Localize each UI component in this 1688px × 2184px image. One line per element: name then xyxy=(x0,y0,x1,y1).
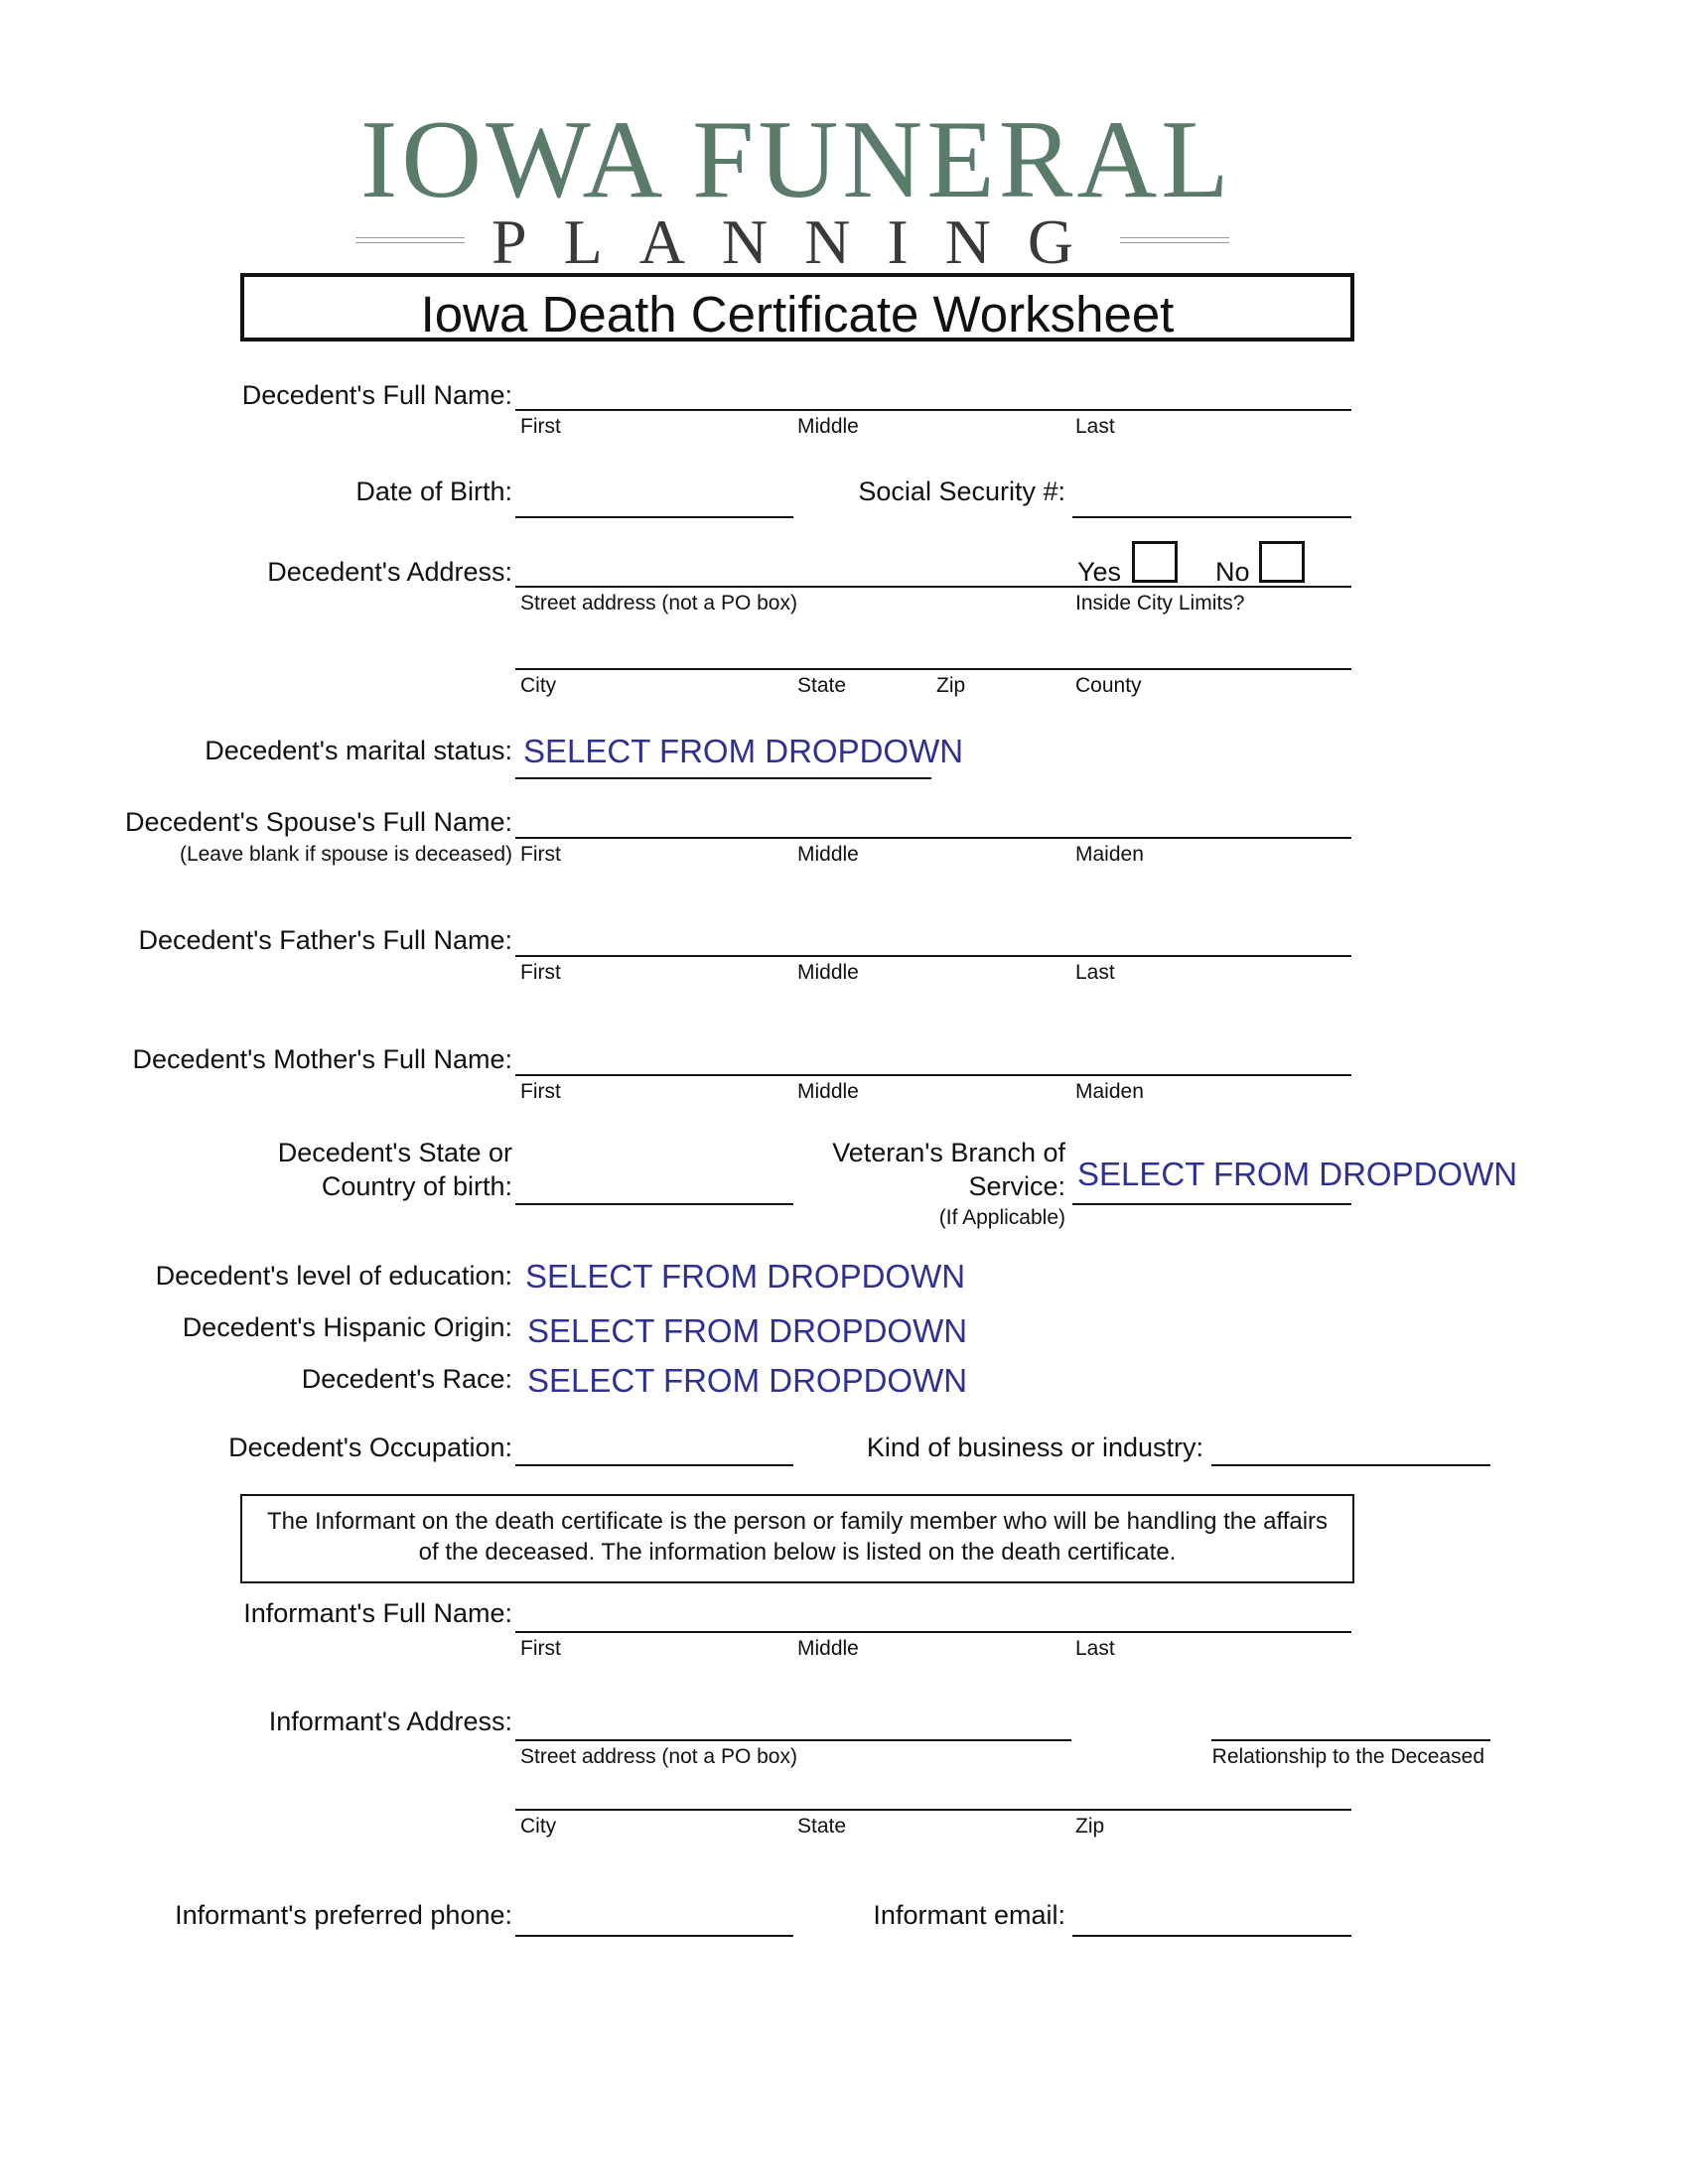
city-limits-no-label: No xyxy=(1215,557,1250,587)
spouse-first-hint: First xyxy=(520,843,561,866)
decedent-middle-hint: Middle xyxy=(797,415,859,438)
mother-maiden-hint: Maiden xyxy=(1075,1080,1144,1103)
decedent-city-state-zip-field[interactable] xyxy=(515,668,1351,670)
informant-email-field[interactable] xyxy=(1072,1935,1351,1937)
brand-rule-left xyxy=(355,237,465,243)
father-first-hint: First xyxy=(520,961,561,984)
street-address-hint: Street address (not a PO box) xyxy=(520,592,797,614)
info-box-line2: of the deceased. The information below is listed on the death certificate. xyxy=(418,1539,1177,1566)
dob-label: Date of Birth: xyxy=(355,477,512,506)
city-limits-no-checkbox[interactable] xyxy=(1259,541,1305,583)
decedent-first-hint: First xyxy=(520,415,561,438)
informant-phone-field[interactable] xyxy=(515,1935,793,1937)
spouse-note: (Leave blank if spouse is deceased) xyxy=(179,843,512,866)
spouse-middle-hint: Middle xyxy=(797,843,859,866)
spouse-name-field[interactable] xyxy=(515,837,1351,839)
city-limits-hint: Inside City Limits? xyxy=(1075,592,1245,614)
relationship-hint: Relationship to the Deceased xyxy=(1211,1745,1484,1768)
ssn-field[interactable] xyxy=(1072,516,1351,518)
city-limits-yes-label: Yes xyxy=(1077,557,1122,587)
brand-title: IOWA FUNERAL xyxy=(360,98,1233,221)
city-limits-yes-checkbox[interactable] xyxy=(1132,541,1178,583)
brand-rule-right xyxy=(1120,237,1229,243)
dob-field[interactable] xyxy=(515,516,793,518)
hispanic-dropdown[interactable]: SELECT FROM DROPDOWN xyxy=(527,1312,968,1349)
mother-name-field[interactable] xyxy=(515,1074,1351,1076)
informant-state-hint: State xyxy=(797,1815,847,1838)
father-middle-hint: Middle xyxy=(797,961,859,984)
birthplace-label-line2: Country of birth: xyxy=(321,1171,512,1201)
info-box-line1: The Informant on the death certificate is the person or family member who will be handling the affairs xyxy=(266,1508,1329,1535)
informant-email-label: Informant email: xyxy=(873,1900,1065,1930)
informant-address-label: Informant's Address: xyxy=(268,1706,512,1736)
father-last-hint: Last xyxy=(1075,961,1115,984)
spouse-maiden-hint: Maiden xyxy=(1075,843,1144,866)
city-hint: City xyxy=(520,674,557,697)
informant-middle-hint: Middle xyxy=(797,1637,859,1660)
race-dropdown[interactable]: SELECT FROM DROPDOWN xyxy=(527,1362,968,1399)
mother-middle-hint: Middle xyxy=(797,1080,859,1103)
form-title: Iowa Death Certificate Worksheet xyxy=(420,286,1175,342)
decedent-name-field[interactable] xyxy=(515,409,1351,411)
birthplace-field[interactable] xyxy=(515,1203,793,1205)
marital-status-label: Decedent's marital status: xyxy=(205,736,512,765)
mother-first-hint: First xyxy=(520,1080,561,1103)
marital-status-underline xyxy=(515,777,931,779)
education-dropdown[interactable]: SELECT FROM DROPDOWN xyxy=(525,1258,966,1295)
occupation-field[interactable] xyxy=(515,1464,793,1466)
zip-hint: Zip xyxy=(936,674,966,697)
veteran-branch-dropdown[interactable]: SELECT FROM DROPDOWN xyxy=(1077,1156,1518,1192)
occupation-label: Decedent's Occupation: xyxy=(228,1433,512,1462)
brand-subtitle: PLANNING xyxy=(492,206,1111,277)
veteran-branch-underline xyxy=(1072,1203,1351,1205)
birthplace-label-line1: Decedent's State or xyxy=(277,1138,512,1167)
informant-first-hint: First xyxy=(520,1637,561,1660)
informant-last-hint: Last xyxy=(1075,1637,1115,1660)
informant-street-field[interactable] xyxy=(515,1739,1071,1741)
informant-street-hint: Street address (not a PO box) xyxy=(520,1745,797,1768)
decedent-name-label: Decedent's Full Name: xyxy=(241,380,512,410)
ssn-label: Social Security #: xyxy=(858,477,1065,506)
father-name-label: Decedent's Father's Full Name: xyxy=(138,925,512,955)
veteran-label-line1: Veteran's Branch of xyxy=(832,1138,1065,1167)
father-name-field[interactable] xyxy=(515,955,1351,957)
state-hint: State xyxy=(797,674,847,697)
decedent-address-label: Decedent's Address: xyxy=(267,557,512,587)
informant-name-label: Informant's Full Name: xyxy=(243,1598,512,1628)
relationship-field[interactable] xyxy=(1211,1739,1490,1741)
marital-status-dropdown[interactable]: SELECT FROM DROPDOWN xyxy=(523,733,964,769)
county-hint: County xyxy=(1075,674,1142,697)
informant-name-field[interactable] xyxy=(515,1631,1351,1633)
spouse-name-label: Decedent's Spouse's Full Name: xyxy=(125,807,512,837)
form-title-box xyxy=(240,273,1354,341)
mother-name-label: Decedent's Mother's Full Name: xyxy=(132,1044,512,1074)
veteran-note: (If Applicable) xyxy=(938,1206,1065,1229)
informant-zip-hint: Zip xyxy=(1075,1815,1105,1838)
veteran-label-line2: Service: xyxy=(968,1171,1065,1201)
hispanic-label: Decedent's Hispanic Origin: xyxy=(182,1312,512,1342)
informant-info-box xyxy=(240,1494,1354,1583)
education-label: Decedent's level of education: xyxy=(155,1261,512,1291)
industry-label: Kind of business or industry: xyxy=(866,1433,1203,1462)
race-label: Decedent's Race: xyxy=(301,1364,512,1394)
informant-city-hint: City xyxy=(520,1815,557,1838)
informant-phone-label: Informant's preferred phone: xyxy=(175,1900,512,1930)
industry-field[interactable] xyxy=(1211,1464,1490,1466)
decedent-last-hint: Last xyxy=(1075,415,1115,438)
informant-city-state-zip-field[interactable] xyxy=(515,1809,1351,1811)
